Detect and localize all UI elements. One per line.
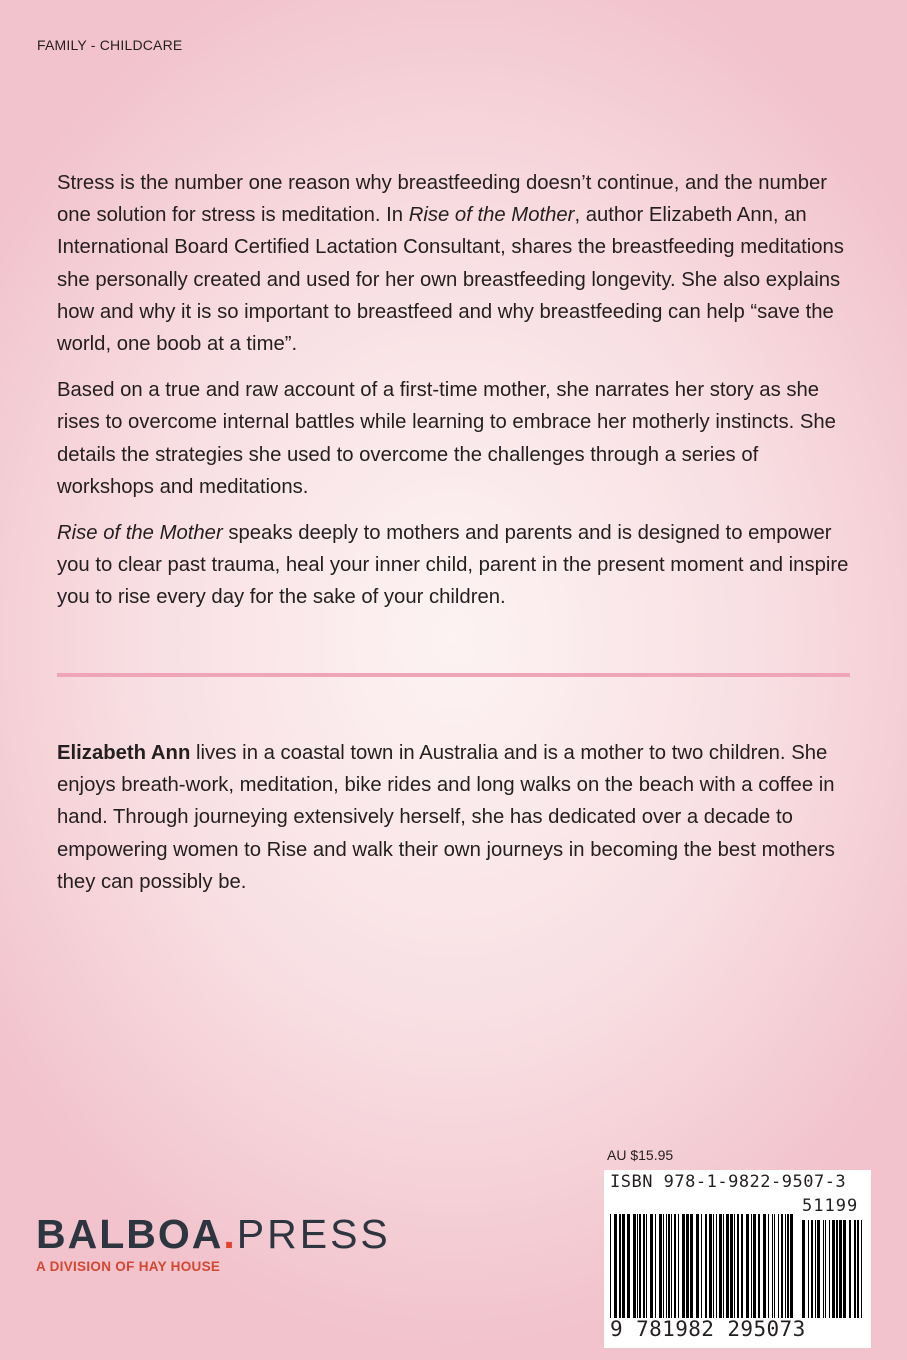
barcode-bar bbox=[768, 1214, 769, 1318]
barcode-bar bbox=[737, 1214, 739, 1318]
barcode-bar bbox=[643, 1214, 645, 1318]
barcode-bar bbox=[646, 1214, 647, 1318]
barcode-bar bbox=[713, 1214, 714, 1318]
barcode-bar bbox=[690, 1214, 693, 1318]
barcode-bar bbox=[781, 1214, 783, 1318]
publisher-logo bbox=[36, 1212, 391, 1274]
barcode-addon-bars bbox=[802, 1220, 864, 1318]
isbn-barcode bbox=[604, 1170, 871, 1348]
barcode-bar bbox=[627, 1214, 630, 1318]
publisher-dot: . bbox=[223, 1211, 237, 1257]
author-bio-text: lives in a coastal town in Australia and is a mother to two children. She enjoys breath-work, meditation, bike rides and long walks on the beach with a coffee in hand. Through journeying extensively herself, she has dedicated over a decade to empowering women to Rise and walk their own journeys in becoming the best mothers they can possibly be. bbox=[57, 742, 835, 893]
barcode-bar bbox=[614, 1214, 617, 1318]
barcode-bar bbox=[825, 1220, 826, 1318]
barcode-bar bbox=[832, 1220, 835, 1318]
barcode-bar bbox=[709, 1214, 712, 1318]
blurb-paragraph-2: Based on a true and raw account of a first-time mother, she narrates her story as she rises to overcome internal battles while learning to embrace her motherly instincts. She details the strategies she used to overcome the challenges through a series of workshops and meditations. bbox=[57, 379, 836, 498]
barcode-bar bbox=[678, 1214, 679, 1318]
publisher-tagline: A DIVISION OF HAY HOUSE bbox=[36, 1259, 221, 1274]
blurb-p1-text-b: , author Elizabeth Ann, an International Board Certified Lactation Consultant, shares the breastfeeding meditations she personally created and used for her own breastfeeding longevity. She also explains how and why it is so important to breastfeed and why breastfeeding can help “save the world, one boob at a time”. bbox=[57, 204, 844, 356]
publisher-name-bold: BALBOA bbox=[36, 1211, 224, 1257]
barcode-bar bbox=[849, 1220, 851, 1318]
barcode-bar bbox=[637, 1214, 638, 1318]
author-name: Elizabeth Ann bbox=[57, 742, 191, 764]
barcode-bar bbox=[705, 1214, 707, 1318]
book-title-italic: Rise of the Mother bbox=[408, 204, 575, 227]
barcode-addon-digits: 51199 bbox=[802, 1196, 859, 1216]
barcode-bar bbox=[808, 1220, 809, 1318]
price-label: AU $15.95 bbox=[607, 1147, 674, 1163]
barcode-bar bbox=[778, 1214, 779, 1318]
barcode-bar bbox=[666, 1214, 667, 1318]
barcode-bar bbox=[829, 1220, 830, 1318]
barcode-bar bbox=[682, 1214, 685, 1318]
barcode-bar bbox=[751, 1214, 752, 1318]
barcode-bar bbox=[774, 1214, 775, 1318]
barcode-bar bbox=[811, 1220, 813, 1318]
barcode-main-bars bbox=[610, 1214, 796, 1318]
barcode-bar bbox=[655, 1214, 656, 1318]
back-cover-blurb bbox=[57, 167, 857, 628]
isbn-text: ISBN 978-1-9822-9507-3 bbox=[610, 1172, 847, 1192]
barcode-bar bbox=[836, 1220, 838, 1318]
barcode-bar bbox=[674, 1214, 676, 1318]
publisher-name-light: PRESS bbox=[236, 1211, 391, 1257]
barcode-bar bbox=[802, 1220, 805, 1318]
barcode-bar bbox=[719, 1214, 722, 1318]
author-bio bbox=[57, 737, 857, 898]
barcode-bar bbox=[619, 1214, 621, 1318]
barcode-bar bbox=[772, 1214, 773, 1318]
barcode-bar bbox=[716, 1214, 717, 1318]
barcode-bar bbox=[746, 1214, 749, 1318]
barcode-bar bbox=[726, 1214, 729, 1318]
divider-rule bbox=[57, 673, 850, 677]
barcode-bar bbox=[671, 1214, 672, 1318]
barcode-bar bbox=[823, 1220, 824, 1318]
barcode-bar bbox=[701, 1214, 702, 1318]
barcode-bar bbox=[686, 1214, 689, 1318]
barcode-bar bbox=[659, 1214, 662, 1318]
barcode-bar bbox=[861, 1220, 862, 1318]
barcode-bar bbox=[839, 1220, 842, 1318]
barcode-bar bbox=[734, 1214, 735, 1318]
barcode-bar bbox=[730, 1214, 733, 1318]
barcode-bar bbox=[633, 1214, 636, 1318]
blurb-p1-text-a: Stress is the number one reason why breastfeeding doesn’t continue, and the number one solution for stress is meditation. In bbox=[57, 172, 828, 227]
author-bio-paragraph bbox=[57, 737, 857, 898]
barcode-bar bbox=[650, 1214, 653, 1318]
barcode-bar bbox=[696, 1214, 699, 1318]
barcode-bar bbox=[622, 1214, 625, 1318]
barcode-bar bbox=[787, 1214, 789, 1318]
barcode-bar bbox=[758, 1214, 760, 1318]
barcode-bar bbox=[857, 1220, 859, 1318]
barcode-bar bbox=[668, 1214, 670, 1318]
barcode-bar bbox=[741, 1214, 743, 1318]
barcode-bar bbox=[854, 1220, 856, 1318]
blurb-paragraph-1 bbox=[57, 167, 857, 360]
barcode-bar bbox=[763, 1214, 766, 1318]
blurb-paragraph-3 bbox=[57, 517, 857, 614]
category-label: FAMILY - CHILDCARE bbox=[37, 37, 183, 53]
barcode-bar bbox=[843, 1220, 846, 1318]
barcode-bar bbox=[790, 1214, 793, 1318]
barcode-bar bbox=[815, 1220, 816, 1318]
blurb-p3-text: speaks deeply to mothers and parents and is designed to empower you to clear past trauma, heal your inner child, parent in the present moment and inspire you to rise every day for the sake of your children. bbox=[57, 522, 849, 609]
barcode-bar bbox=[723, 1214, 724, 1318]
book-title-italic: Rise of the Mother bbox=[57, 522, 223, 545]
barcode-ean-digits: 9 781982 295073 bbox=[610, 1317, 806, 1341]
barcode-bar bbox=[639, 1214, 641, 1318]
barcode-bar bbox=[610, 1214, 611, 1318]
publisher-name bbox=[36, 1212, 391, 1256]
barcode-bar bbox=[785, 1214, 786, 1318]
barcode-bar bbox=[663, 1214, 664, 1318]
barcode-bar bbox=[753, 1214, 756, 1318]
barcode-bar bbox=[817, 1220, 820, 1318]
